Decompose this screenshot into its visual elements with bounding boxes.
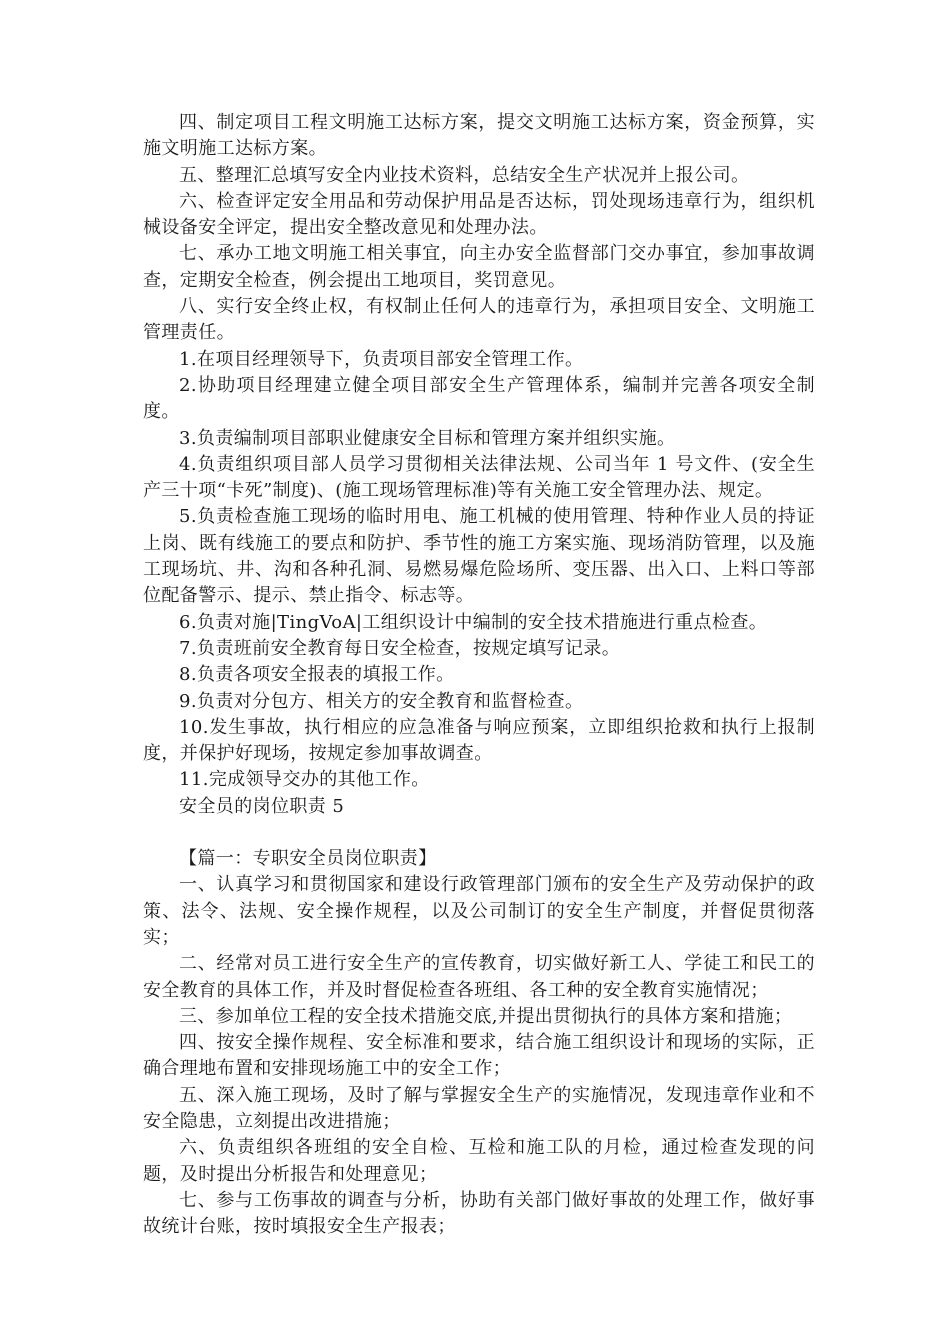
section-heading: 安全员的岗位职责 5 bbox=[179, 795, 345, 817]
paragraph: 五、整理汇总填写安全内业技术资料，总结安全生产状况并上报公司。 bbox=[179, 164, 750, 186]
article-title: 【篇一：专职安全员岗位职责】 bbox=[179, 848, 437, 870]
paragraph: 9.负责对分包方、相关方的安全教育和监督检查。 bbox=[179, 690, 584, 712]
paragraph: 5.负责检查施工现场的临时用电、施工机械的使用管理、特种作业人员的持证上岗、既有线施工的要点和防护、季节性的施工方案实施、现场消防管理，以及施工现场坑、井、沟和各种孔洞、易燃易爆危险场所、变压器、出入口、上料口等部位配备警示、提示、禁止指令、标志等。 bbox=[143, 506, 815, 607]
paragraph: 7.负责班前安全教育每日安全检查，按规定填写记录。 bbox=[179, 637, 621, 659]
paragraph: 二、经常对员工进行安全生产的宣传教育，切实做好新工人、学徒工和民工的安全教育的具体工作，并及时督促检查各班组、各工种的安全教育实施情况； bbox=[143, 953, 815, 1001]
paragraph: 11.完成领导交办的其他工作。 bbox=[179, 769, 430, 791]
paragraph: 8.负责各项安全报表的填报工作。 bbox=[179, 664, 455, 686]
paragraph: 八、实行安全终止权，有权制止任何人的违章行为，承担项目安全、文明施工管理责任。 bbox=[143, 296, 815, 344]
paragraph: 四、制定项目工程文明施工达标方案，提交文明施工达标方案，资金预算，实施文明施工达标方案。 bbox=[143, 112, 815, 160]
paragraph: 五、深入施工现场，及时了解与掌握安全生产的实施情况，发现违章作业和不安全隐患，立刻提出改进措施； bbox=[143, 1084, 815, 1132]
document-page bbox=[143, 110, 815, 1240]
paragraph: 七、参与工伤事故的调查与分析，协助有关部门做好事故的处理工作，做好事故统计台账，按时填报安全生产报表； bbox=[143, 1189, 815, 1238]
blank-line bbox=[143, 820, 815, 846]
paragraph: 四、按安全操作规程、安全标准和要求，结合施工组织设计和现场的实际，正确合理地布置和安排现场施工中的安全工作； bbox=[143, 1032, 815, 1080]
paragraph: 1.在项目经理领导下，负责项目部安全管理工作。 bbox=[179, 348, 584, 370]
paragraph: 一、认真学习和贯彻国家和建设行政管理部门颁布的安全生产及劳动保护的政策、法令、法规、安全操作规程，以及公司制订的安全生产制度，并督促贯彻落实； bbox=[143, 874, 815, 948]
paragraph: 2.协助项目经理建立健全项目部安全生产管理体系，编制并完善各项安全制度。 bbox=[143, 374, 815, 423]
paragraph: 三、参加单位工程的安全技术措施交底,并提出贯彻执行的具体方案和措施； bbox=[179, 1005, 793, 1027]
paragraph: 六、检查评定安全用品和劳动保护用品是否达标，罚处现场违章行为，组织机械设备安全评定，提出安全整改意见和处理办法。 bbox=[143, 190, 815, 239]
paragraph: 3.负责编制项目部职业健康安全目标和管理方案并组织实施。 bbox=[179, 427, 676, 449]
paragraph: 六、负责组织各班组的安全自检、互检和施工队的月检，通过检查发现的问题，及时提出分析报告和处理意见； bbox=[143, 1137, 815, 1185]
paragraph: 6.负责对施|TingVoA|工组织设计中编制的安全技术措施进行重点检查。 bbox=[179, 611, 768, 633]
paragraph: 10.发生事故，执行相应的应急准备与响应预案，立即组织抢救和执行上报制度，并保护好现场，按规定参加事故调查。 bbox=[143, 716, 815, 765]
paragraph: 七、承办工地文明施工相关事宜，向主办安全监督部门交办事宜，参加事故调查，定期安全检查，例会提出工地项目，奖罚意见。 bbox=[143, 243, 815, 291]
paragraph: 4.负责组织项目部人员学习贯彻相关法律法规、公司当年 1 号文件、(安全生产三十项“卡死”制度)、(施工现场管理标准)等有关施工安全管理办法、规定。 bbox=[143, 453, 815, 502]
